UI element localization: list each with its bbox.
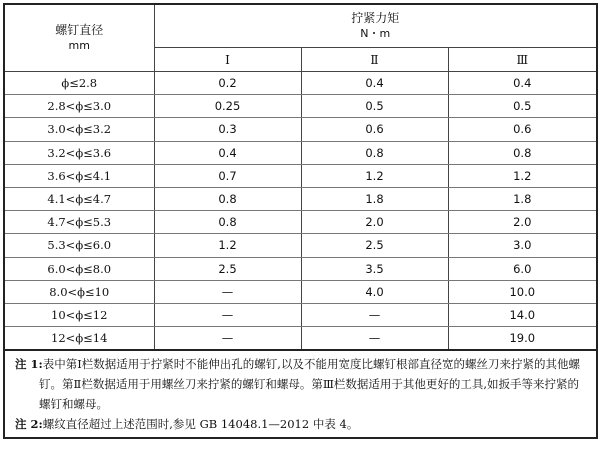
torque-ii-cell: 0.4 <box>301 72 448 95</box>
screw-diameter-cell: 2.8<ϕ≤3.0 <box>4 95 154 118</box>
screw-diameter-header-title: 螺钉直径 <box>55 23 104 37</box>
table-body <box>4 72 597 351</box>
screw-diameter-cell: 3.2<ϕ≤3.6 <box>4 141 154 164</box>
screw-diameter-cell: 8.0<ϕ≤10 <box>4 280 154 303</box>
screw-diameter-cell: 3.0<ϕ≤3.2 <box>4 118 154 141</box>
torque-i-cell: 0.7 <box>154 164 301 187</box>
torque-iii-cell: 0.4 <box>448 72 597 95</box>
torque-i-cell: — <box>154 327 301 351</box>
torque-iii-cell: 3.0 <box>448 234 597 257</box>
table-row <box>4 187 597 210</box>
torque-ii-cell: — <box>301 303 448 326</box>
screw-diameter-cell: 5.3<ϕ≤6.0 <box>4 234 154 257</box>
torque-ii-cell: 1.8 <box>301 187 448 210</box>
torque-ii-cell: 2.5 <box>301 234 448 257</box>
screw-diameter-cell: 6.0<ϕ≤8.0 <box>4 257 154 280</box>
table-row <box>4 141 597 164</box>
table-row <box>4 72 597 95</box>
torque-iii-cell: 10.0 <box>448 280 597 303</box>
table-row <box>4 257 597 280</box>
notes-cell <box>4 350 597 438</box>
torque-iii-cell: 0.8 <box>448 141 597 164</box>
torque-ii-cell: 0.6 <box>301 118 448 141</box>
note-1 <box>15 354 588 414</box>
torque-iii-cell: 6.0 <box>448 257 597 280</box>
torque-iii-cell: 2.0 <box>448 211 597 234</box>
torque-i-cell: 0.3 <box>154 118 301 141</box>
table-row <box>4 327 597 351</box>
torque-iii-cell: 19.0 <box>448 327 597 351</box>
torque-i-cell: 0.8 <box>154 187 301 210</box>
screw-diameter-header <box>4 4 154 72</box>
torque-iii-cell: 0.5 <box>448 95 597 118</box>
torque-i-cell: — <box>154 280 301 303</box>
table-row <box>4 280 597 303</box>
torque-i-cell: 1.2 <box>154 234 301 257</box>
screw-diameter-cell: 4.7<ϕ≤5.3 <box>4 211 154 234</box>
torque-i-cell: 0.8 <box>154 211 301 234</box>
torque-ii-cell: 0.5 <box>301 95 448 118</box>
table-row <box>4 211 597 234</box>
note-2 <box>15 414 588 434</box>
torque-iii-cell: 14.0 <box>448 303 597 326</box>
screw-diameter-cell: ϕ≤2.8 <box>4 72 154 95</box>
torque-iii-cell: 1.2 <box>448 164 597 187</box>
torque-iii-cell: 1.8 <box>448 187 597 210</box>
torque-ii-cell: 0.8 <box>301 141 448 164</box>
torque-ii-cell: 3.5 <box>301 257 448 280</box>
torque-i-cell: 2.5 <box>154 257 301 280</box>
torque-ii-cell: 2.0 <box>301 211 448 234</box>
torque-i-cell: 0.2 <box>154 72 301 95</box>
torque-i-cell: 0.4 <box>154 141 301 164</box>
torque-ii-cell: — <box>301 327 448 351</box>
note-2-text: 螺纹直径超过上述范围时,参见 GB 14048.1—2012 中表 4。 <box>42 417 359 432</box>
torque-i-cell: 0.25 <box>154 95 301 118</box>
torque-ii-cell: 4.0 <box>301 280 448 303</box>
torque-table <box>3 3 598 439</box>
column-header-iii: Ⅲ <box>448 48 597 72</box>
note-2-label: 注 2: <box>15 417 43 432</box>
torque-header-title: 拧紧力矩 <box>351 11 400 25</box>
torque-iii-cell: 0.6 <box>448 118 597 141</box>
table-row <box>4 164 597 187</box>
column-header-ii: Ⅱ <box>301 48 448 72</box>
note-1-text: 表中第Ⅰ栏数据适用于拧紧时不能伸出孔的螺钉,以及不能用宽度比螺钉根部直径宽的螺丝刀来拧紧的其他螺钉。第Ⅱ栏数据适用于用螺丝刀来拧紧的螺钉和螺母。第Ⅲ栏数据适用于其他更好的工具,如扳手等来拧紧的螺钉和螺母。 <box>39 357 580 412</box>
screw-diameter-cell: 3.6<ϕ≤4.1 <box>4 164 154 187</box>
torque-header <box>154 4 597 48</box>
note-1-label: 注 1: <box>15 357 43 372</box>
screw-diameter-cell: 12<ϕ≤14 <box>4 327 154 351</box>
screw-diameter-cell: 4.1<ϕ≤4.7 <box>4 187 154 210</box>
column-header-i: Ⅰ <box>154 48 301 72</box>
table-row <box>4 234 597 257</box>
torque-ii-cell: 1.2 <box>301 164 448 187</box>
screw-diameter-header-unit: mm <box>68 39 90 52</box>
table-row <box>4 95 597 118</box>
screw-diameter-cell: 10<ϕ≤12 <box>4 303 154 326</box>
torque-i-cell: — <box>154 303 301 326</box>
table-row <box>4 118 597 141</box>
table-row <box>4 303 597 326</box>
torque-header-unit: N・m <box>360 27 391 40</box>
